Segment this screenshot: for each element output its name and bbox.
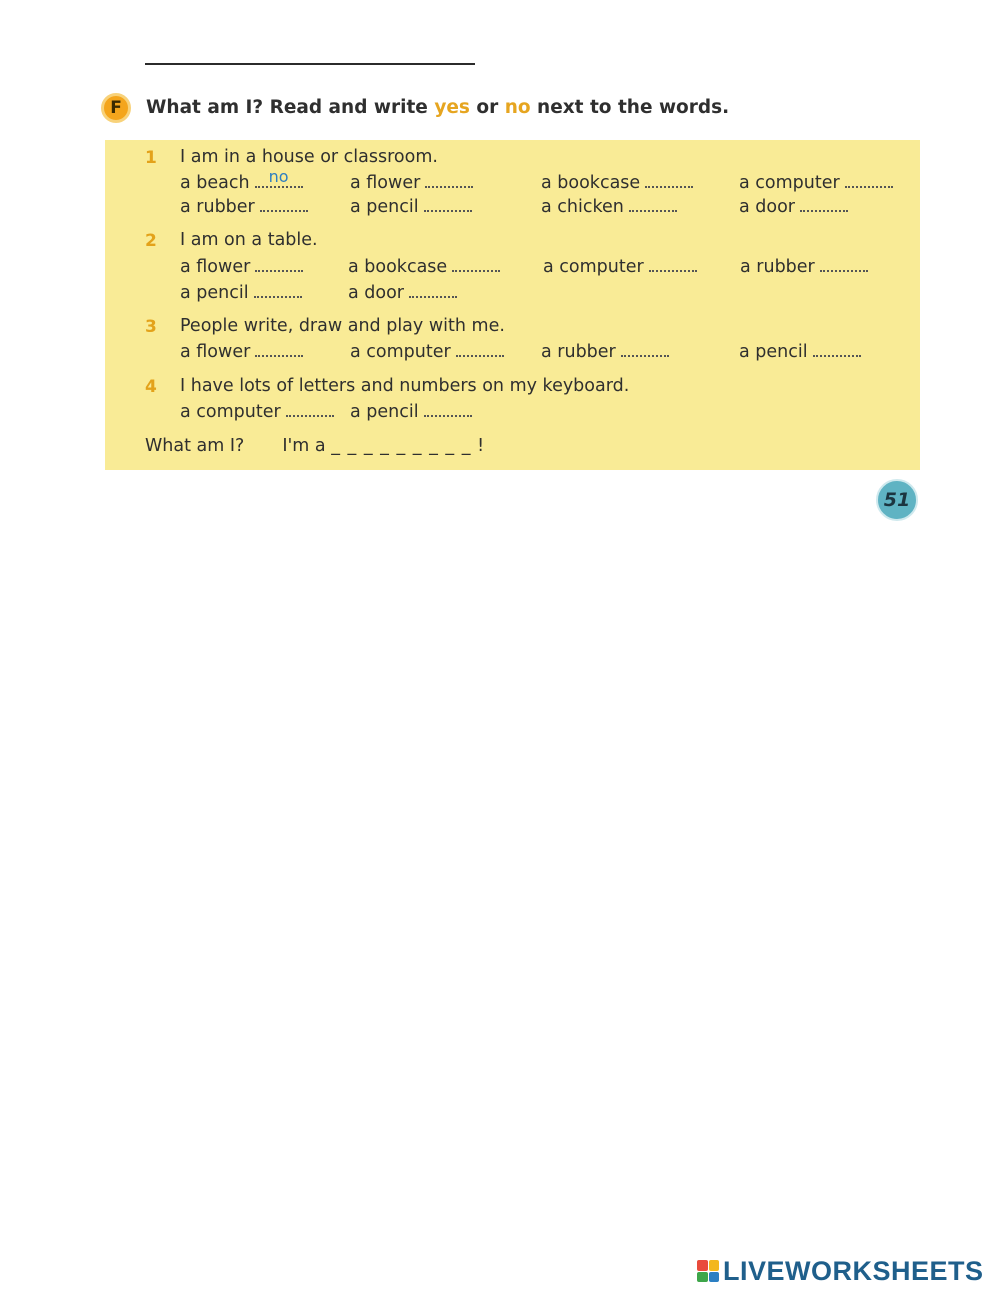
word-item: a pencil (350, 402, 472, 422)
answer-blank[interactable] (424, 403, 472, 417)
word-item: a pencil (350, 197, 472, 217)
word-item: a computer (739, 173, 893, 193)
section-letter-badge: F (101, 93, 131, 123)
name-line (145, 63, 475, 65)
word-item: a rubber (541, 342, 669, 362)
question-number: 1 (145, 148, 157, 168)
word-item: a bookcase (348, 257, 500, 277)
liveworksheets-logo: LIVEWORKSHEETS (697, 1256, 984, 1286)
question-number: 4 (145, 377, 157, 397)
word-item: a flower (180, 342, 303, 362)
word-item: a door (739, 197, 848, 217)
question-text: I am on a table. (180, 230, 318, 250)
answer-blank[interactable] (255, 258, 303, 272)
word-item: a computer (543, 257, 697, 277)
word-item: a door (348, 283, 457, 303)
word-item: a bookcase (541, 173, 693, 193)
answer-blank[interactable] (255, 343, 303, 357)
word-item: a rubber (740, 257, 868, 277)
word-item: a computer (350, 342, 504, 362)
answer-blank[interactable] (286, 403, 334, 417)
answer-blank[interactable] (456, 343, 504, 357)
instruction-no: no (504, 97, 531, 118)
instruction-yes: yes (434, 97, 470, 118)
answer-blank[interactable] (845, 174, 893, 188)
answer-blank[interactable] (649, 258, 697, 272)
answer-text: no (268, 167, 289, 186)
answer-blank[interactable] (409, 284, 457, 298)
question-text: People write, draw and play with me. (180, 316, 505, 336)
answer-blank[interactable] (255, 167, 303, 188)
answer-blank[interactable] (813, 343, 861, 357)
question-number: 3 (145, 317, 157, 337)
answer-blank[interactable] (621, 343, 669, 357)
word-item: a pencil (180, 283, 302, 303)
word-item: a beach no (180, 173, 303, 193)
question-text: I have lots of letters and numbers on my keyboard. (180, 376, 630, 396)
answer-blank[interactable] (645, 174, 693, 188)
word-item: a pencil (739, 342, 861, 362)
answer-blank[interactable] (425, 174, 473, 188)
answer-blank[interactable] (254, 284, 302, 298)
answer-blank[interactable] (820, 258, 868, 272)
answer-blank[interactable] (260, 198, 308, 212)
page-number-badge: 51 (876, 479, 918, 521)
word-item: a flower (350, 173, 473, 193)
final-question: What am I? I'm a _ _ _ _ _ _ _ _ _ ! (145, 436, 485, 456)
question-number: 2 (145, 231, 157, 251)
answer-blank[interactable] (800, 198, 848, 212)
logo-mark-icon (697, 1260, 719, 1282)
answer-blank[interactable] (452, 258, 500, 272)
final-answer-blanks[interactable]: _ _ _ _ _ _ _ _ _ (331, 436, 472, 456)
word-item: a computer (180, 402, 334, 422)
word-item: a rubber (180, 197, 308, 217)
word-item: a flower (180, 257, 303, 277)
question-text: I am in a house or classroom. (180, 147, 438, 167)
answer-blank[interactable] (424, 198, 472, 212)
answer-blank[interactable] (629, 198, 677, 212)
word-item: a chicken (541, 197, 677, 217)
instruction-heading: What am I? Read and write yes or no next to the words. (146, 97, 730, 118)
